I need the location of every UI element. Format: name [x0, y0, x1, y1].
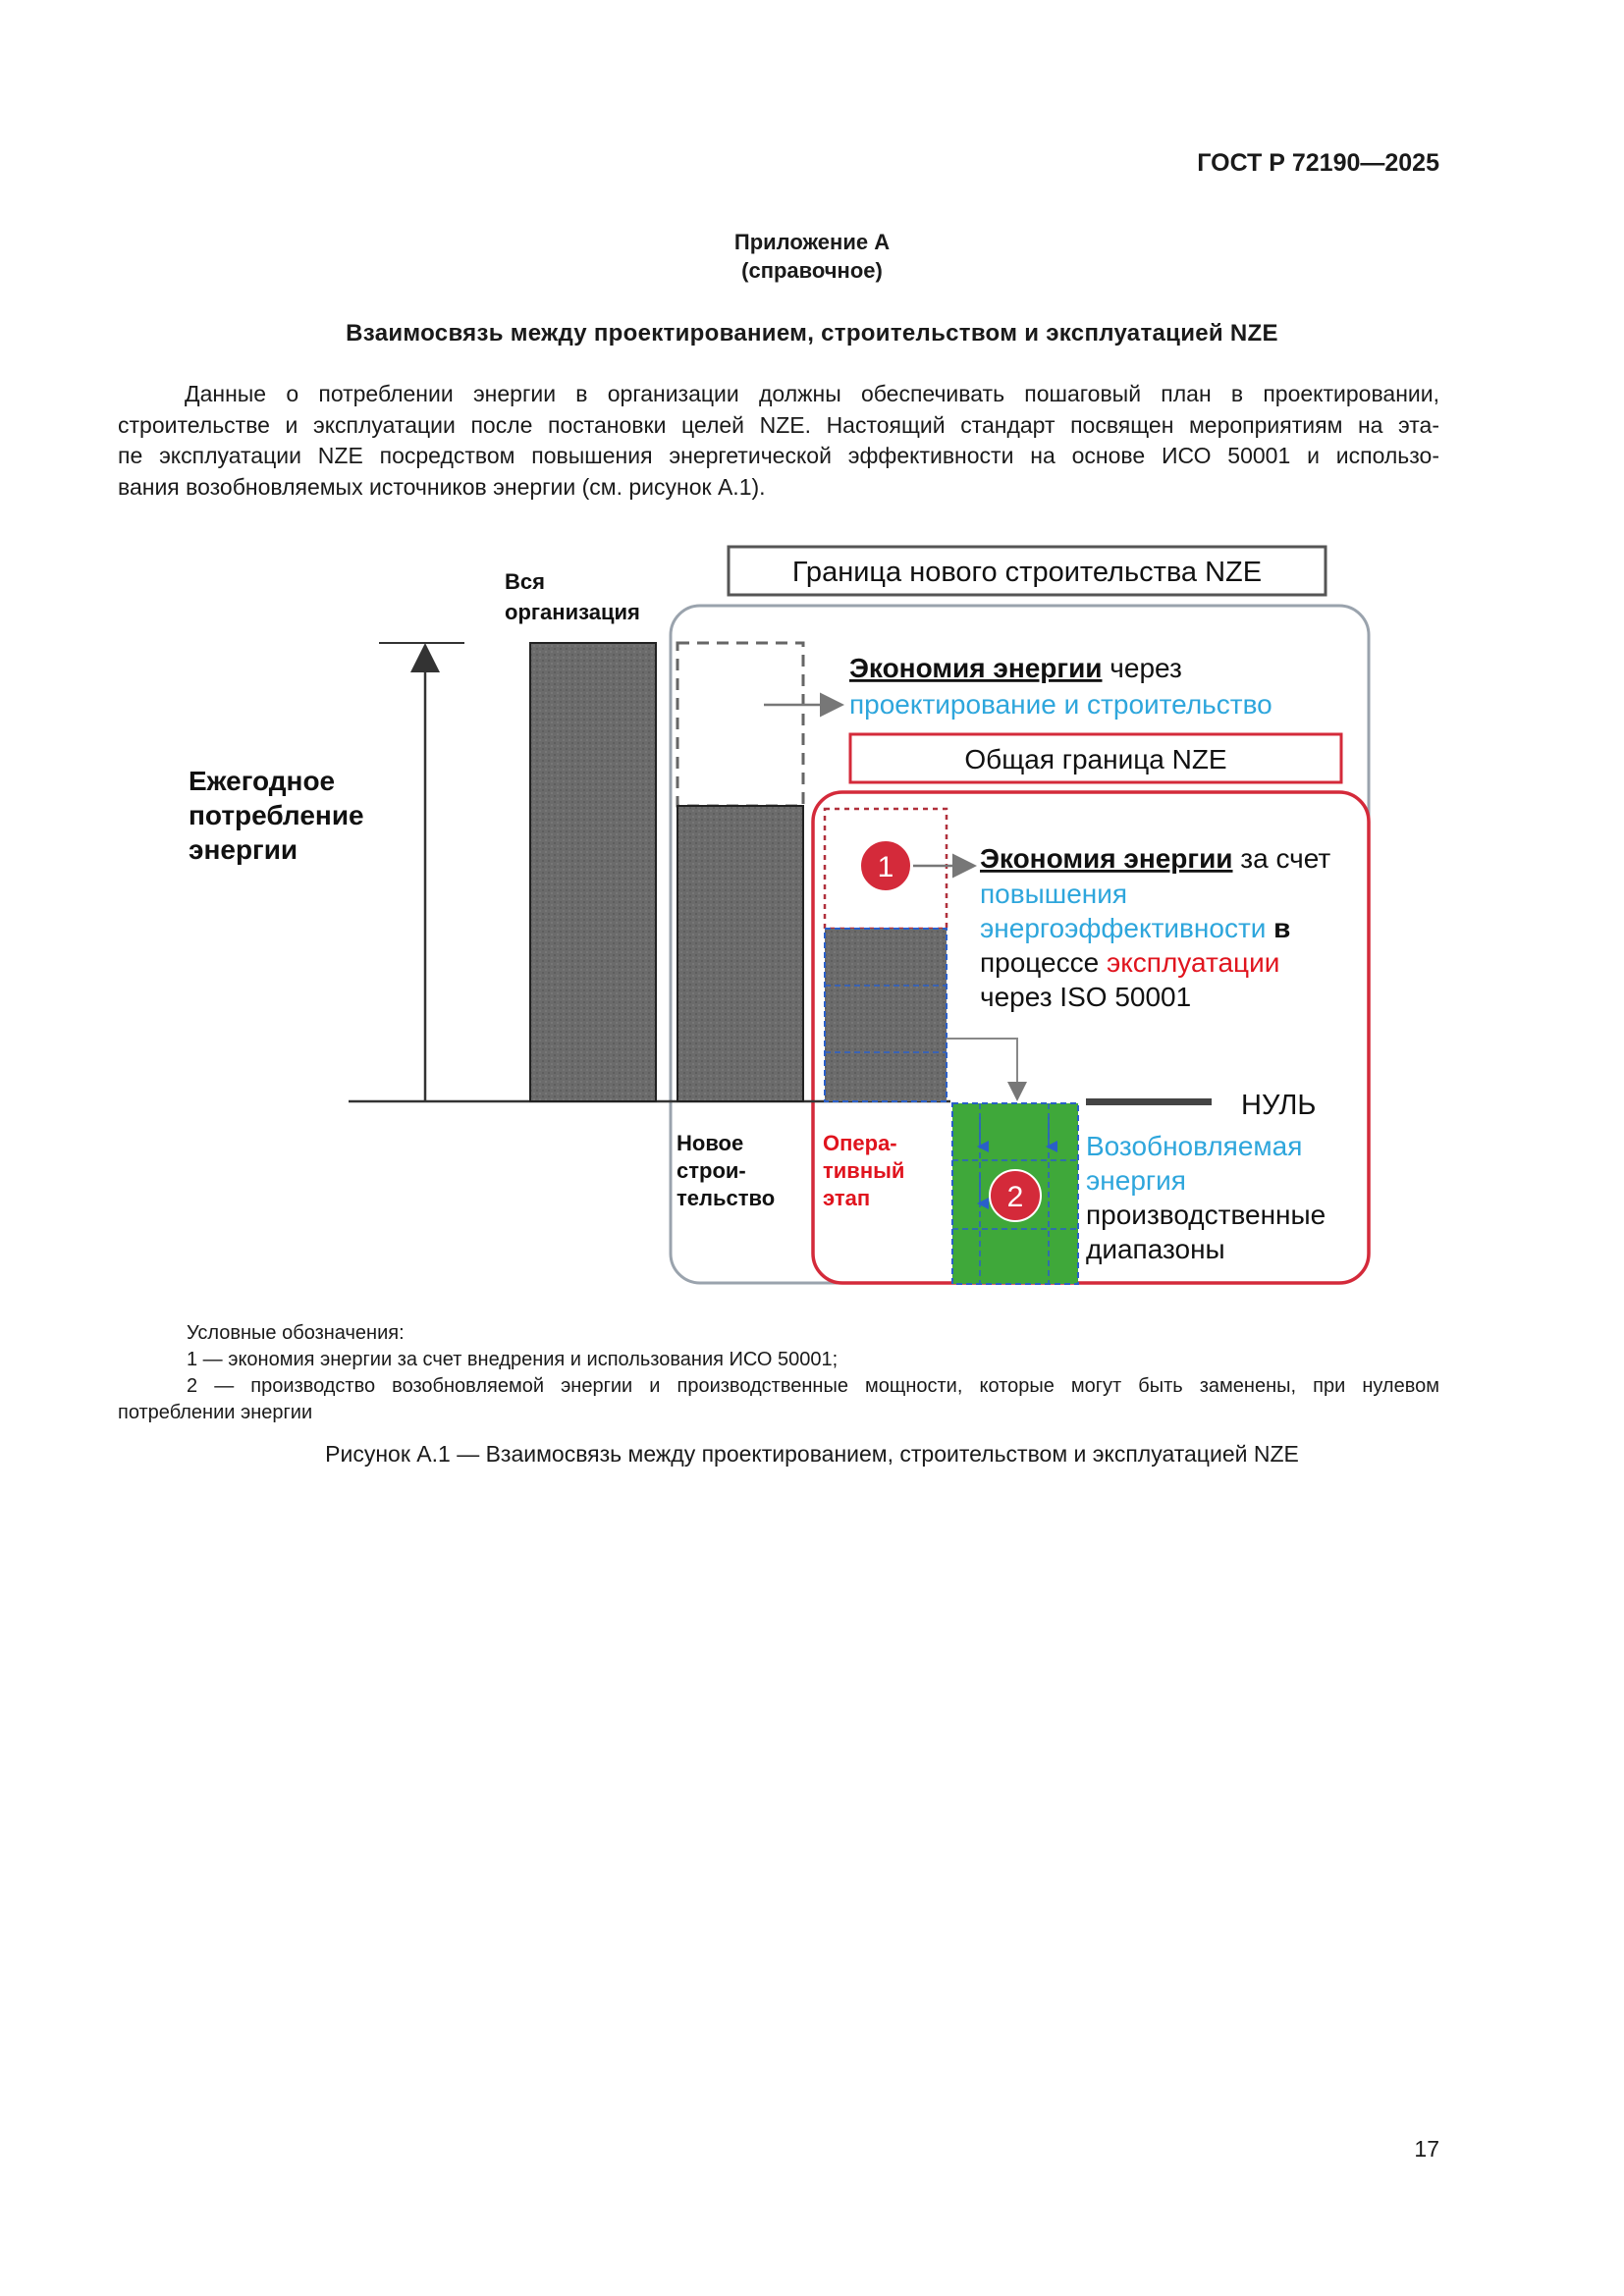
- appendix-title: Приложение А: [733, 230, 891, 254]
- page-number: 17: [1414, 2136, 1439, 2162]
- section-title: Взаимосвязь между проектированием, строительством и эксплуатацией NZE: [346, 320, 1278, 347]
- intro-line: пе эксплуатации NZE посредством повышения энергетической эффективности на основе ИСО 50001 и использо-: [118, 443, 1439, 468]
- label-whole-organization: Вся организация: [505, 569, 640, 624]
- y-axis-label: Ежегодное потребление энергии: [189, 766, 364, 865]
- design-savings-line2: проектирование и строительство: [849, 689, 1272, 720]
- label-new-construction: Новое строи- тельство: [677, 1131, 776, 1210]
- ops-savings-line2: повышения: [980, 879, 1128, 909]
- intro-line: строительстве и эксплуатации после постановки целей NZE. Настоящий стандарт посвящен мероприятиям на эта-: [118, 411, 1439, 438]
- label-renewable: Возобновляемая энергия производственные диапазоны: [1086, 1131, 1326, 1264]
- ops-savings-line1: Экономия энергии за счет: [980, 843, 1331, 874]
- label-operational-stage: Опера- тивный этап: [823, 1131, 905, 1210]
- marker-1-label: 1: [877, 851, 894, 883]
- intro-line: вания возобновляемых источников энергии (см. рисунок А.1).: [118, 473, 766, 500]
- ops-savings-line4: процессе эксплуатации: [980, 947, 1280, 978]
- marker-2-label: 2: [1006, 1181, 1024, 1213]
- zero-bar: [1086, 1098, 1212, 1105]
- legend-item-2-cont: потреблении энергии: [118, 1402, 313, 1423]
- overall-boundary-label: Общая граница NZE: [964, 744, 1227, 774]
- intro-line: Данные о потреблении энергии в организации должны обеспечивать пошаговый план в проектировании,: [185, 381, 1439, 406]
- legend: [118, 1320, 1439, 1426]
- legend-title: Условные обозначения:: [187, 1322, 405, 1344]
- appendix-type: (справочное): [741, 258, 883, 283]
- legend-item-2: 2 — производство возобновляемой энергии и производственные мощности, которые могут быть заменены, при нулевом: [187, 1375, 1439, 1397]
- legend-item-1: 1 — экономия энергии за счет внедрения и использования ИСО 50001;: [187, 1349, 839, 1370]
- bar-new-construction-saved: [677, 643, 803, 806]
- zero-label: НУЛЬ: [1241, 1090, 1317, 1121]
- ops-savings-line3: энергоэффективности в: [980, 913, 1291, 943]
- boundary-label: Граница нового строительства NZE: [791, 557, 1263, 588]
- connector-ops-to-renewable: [947, 1039, 1017, 1097]
- figure-caption: Рисунок А.1 — Взаимосвязь между проектированием, строительством и эксплуатацией NZE: [325, 1441, 1299, 1467]
- bar-operational: [825, 929, 947, 1101]
- design-savings-line1: Экономия энергии через: [849, 653, 1182, 683]
- standard-code: ГОСТ Р 72190—2025: [1197, 149, 1439, 177]
- ops-savings-line5: через ISO 50001: [980, 982, 1192, 1012]
- bar-whole-organization: [530, 643, 656, 1101]
- bar-new-construction: [677, 806, 803, 1101]
